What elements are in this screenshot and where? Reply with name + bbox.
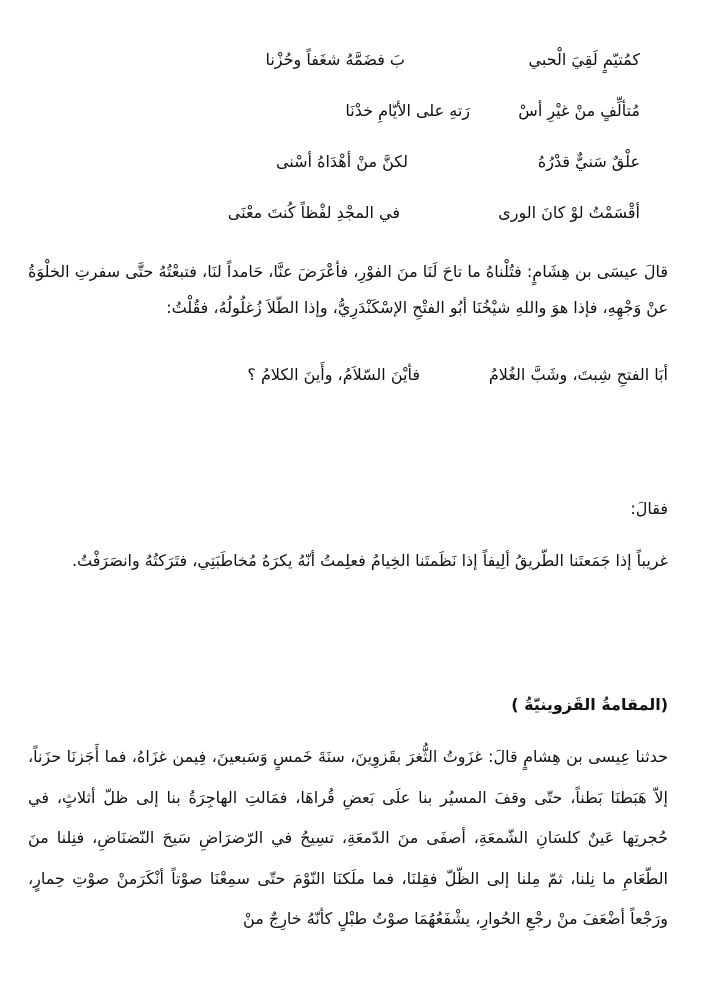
- quoted-verse-first-hemistich: أبَا الفتحِ شِبتَ، وشَبَّ الغُلامُ: [488, 365, 668, 384]
- said-label: فقالَ:: [630, 499, 668, 518]
- poem-verse-1-first-hemistich: كمُتيّمٍ لَقِيَ الْحبي: [528, 50, 640, 69]
- poem-verse-4-second-hemistich: في المجْدِ لفْظاً كُنتَ معْنَى: [227, 203, 400, 222]
- narrative-paragraph-2: غريباً إذا جَمَعتَنا الطّريقُ ألِيفاً إذا نَظَمتَنا الخِيامُ فعلِمتُ أنّهُ يكرَهُ مُخاطَبَتِي، فتَرَكتُهُ وانصَرَفْتُ.: [71, 551, 668, 570]
- poem-verse-2: [0, 96, 720, 126]
- quoted-verse: [0, 360, 720, 390]
- poem-verse-2-first-hemistich: مُتألِّفٍ منْ غيْرِ أسْ: [518, 101, 640, 120]
- poem-verse-2-second-hemistich: رَتهِ على الأيّامِ خدْنَا: [345, 101, 470, 120]
- poem-verse-3-second-hemistich: لكنَّ منْ أهْدَاهُ أسْنى: [275, 152, 408, 171]
- poem-verse-3: [0, 147, 720, 177]
- poem-verse-4-first-hemistich: أقْسَمْتُ لوْ كانَ الورى: [498, 203, 640, 222]
- section-heading: (المقامةُ القَزوينيّةُ ): [511, 695, 668, 714]
- narrative-paragraph-3: حدثنا عِيسى بن هِشامٍ قالَ: غزَوتُ الثُّغرَ بقَزوِينَ، سنَةَ خَمسٍ وَسَبعينَ، فِيمن غزَاهُ، فما أَجَزنَا حزَناً، إلاّ هَبَطنَا بَطناً، حتّى وقفَ المسيُر بنا علَى بَعضِ قُراهَا، فمَالتِ الهاجِرَةُ بنا إلى ظلّ أثلاثٍ، في حُجرتِها عَينٌ كلسَانِ الشّمعَةِ، أصفَى منَ الدّمعَةِ، تسِيحُ في الرّضرَاضِ سَيحَ النّضنَاضِ، فنِلنا منَ الطّعَامِ ما نِلنا، ثمّ مِلنا إلى الظّلّ فقِلنَا، فما ملَكنَا النّوْمَ حتّى سمِعْنَا صوْتاً أنْكَرَمنْ صوْتِ حِمارٍ، ورَجْعاً أضْعَفَ منْ رجْعِ الحُوارِ، يشْفَعُهُمَا صوْتُ طبْلٍ كأنّهُ خارِجٌ منْ: [28, 747, 668, 928]
- poem-verse-1-second-hemistich: بَ فضَمَّهُ شغَفاً وحُزْنا: [265, 50, 405, 69]
- quoted-verse-second-hemistich: فأيْنَ السّلاَمُ، وأَينَ الكلامُ ؟: [247, 365, 420, 384]
- poem-verse-1: [0, 45, 720, 75]
- poem-verse-3-first-hemistich: علْقٌ سَنيٌّ قدْرُهُ: [537, 152, 640, 171]
- narrative-paragraph-1: قالَ عيسَى بن هِشَامٍ: فتُلْناهُ ما تاحَ لَنَا منَ الفوْرِ، فأعْرَضَ عنَّا، حَامداً لنَا، فتبعْتُهُ حتَّى سفرتِ الخلْوَةُ عنْ وَجْهِهِ، فإذا هوَ واللهِ شيْخُنَا أبُو الفتْحِ الإسْكَنْدَرِيُّ، وإذا الطّلاَ زُغلُولُهُ، فقُلْتُ:: [28, 262, 668, 317]
- poem-verse-4: [0, 198, 720, 228]
